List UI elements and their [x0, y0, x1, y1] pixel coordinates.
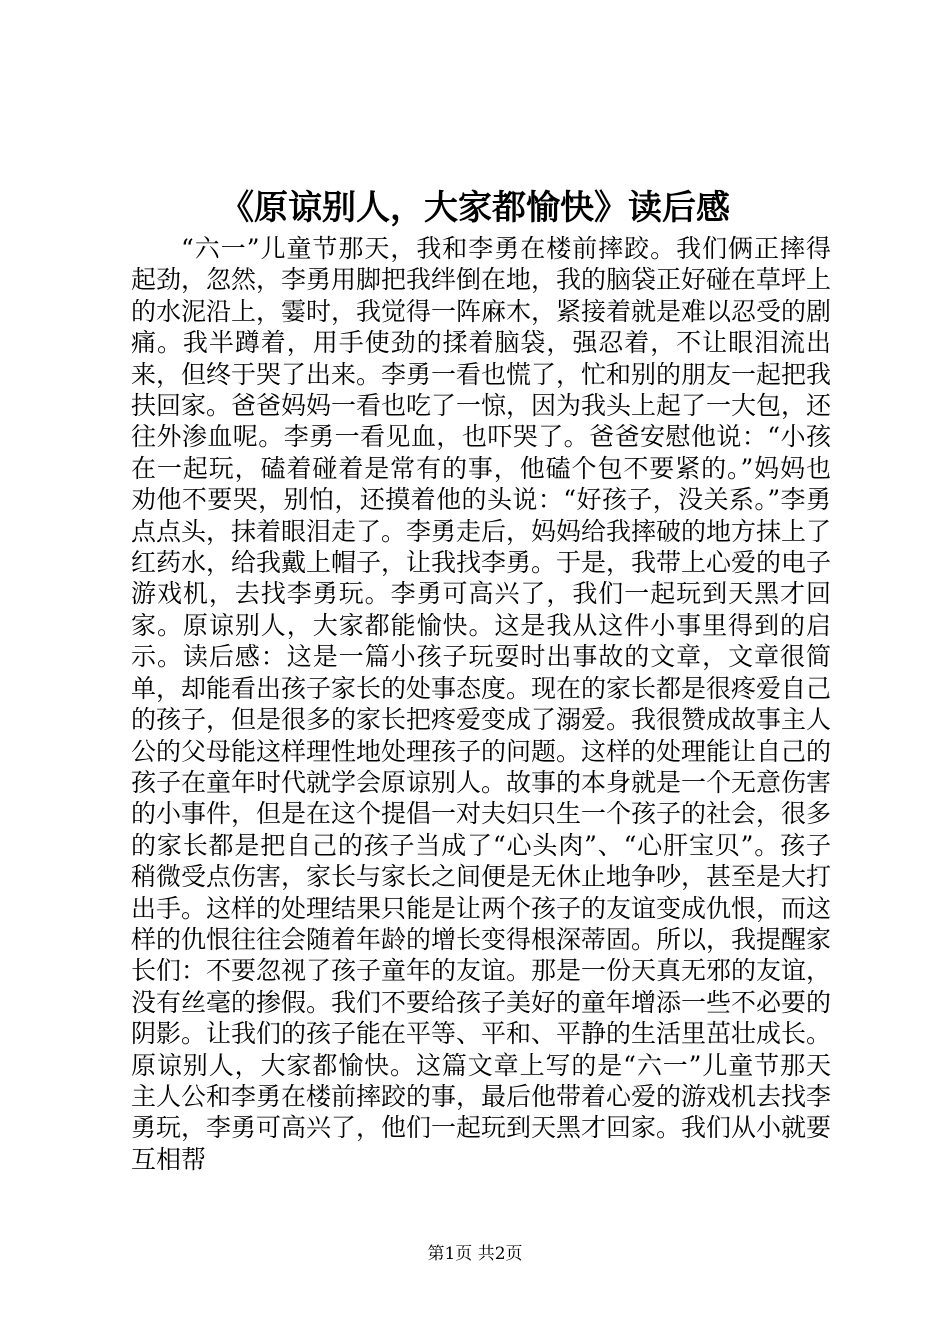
- document-title: 《原谅别人，大家都愉快》读后感: [220, 188, 730, 228]
- page-number-footer: 第1页 共2页: [427, 1244, 523, 1264]
- body-paragraph: “六一”儿童节那天，我和李勇在楼前摔跤。我们俩正摔得起劲，忽然，李勇用脚把我绊倒在地，我的脑袋正好碰在草坪上的水泥沿上，霎时，我觉得一阵麻木，紧接着就是难以忍受的剧痛。我半蹲着，用手使劲的揉着脑袋，强忍着，不让眼泪流出来，但终于哭了出来。李勇一看也慌了，忙和别的朋友一起把我扶回家。爸爸妈妈一看也吃了一惊，因为我头上起了一大包，还往外渗血呢。李勇一看见血，也吓哭了。爸爸安慰他说：“小孩在一起玩，磕着碰着是常有的事，他磕个包不要紧的。”妈妈也劝他不要哭，别怕，还摸着他的头说：“好孩子，没关系。”李勇点点头，抹着眼泪走了。李勇走后，妈妈给我摔破的地方抹上了红药水，给我戴上帽子，让我找李勇。于是，我带上心爱的电子游戏机，去找李勇玩。李勇可高兴了，我们一起玩到天黑才回家。原谅别人，大家都能愉快。这是我从这件小事里得到的启示。读后感：这是一篇小孩子玩耍时出事故的文章，文章很简单，却能看出孩子家长的处事态度。现在的家长都是很疼爱自己的孩子，但是很多的家长把疼爱变成了溺爱。我很赞成故事主人公的父母能这样理性地处理孩子的问题。这样的处理能让自己的孩子在童年时代就学会原谅别人。故事的本身就是一个无意伤害的小事件，但是在这个提倡一对夫妇只生一个孩子的社会，很多的家长都是把自己的孩子当成了“心头肉”、“心肝宝贝”。孩子稍微受点伤害，家长与家长之间便是无休止地争吵，甚至是大打出手。这样的处理结果只能是让两个孩子的友谊变成仇恨，而这样的仇恨往往会随着年龄的增长变得根深蒂固。所以，我提醒家长们：不要忽视了孩子童年的友谊。那是一份天真无邪的友谊，没有丝毫的掺假。我们不要给孩子美好的童年增添一些不必要的阴影。让我们的孩子能在平等、平和、平静的生活里茁壮成长。原谅别人，大家都愉快。这篇文章上写的是“六一”儿童节那天主人公和李勇在楼前摔跤的事，最后他带着心爱的游戏机去找李勇玩，李勇可高兴了，他们一起玩到天黑才回家。我们从小就要互相帮: [131, 234, 832, 1174]
